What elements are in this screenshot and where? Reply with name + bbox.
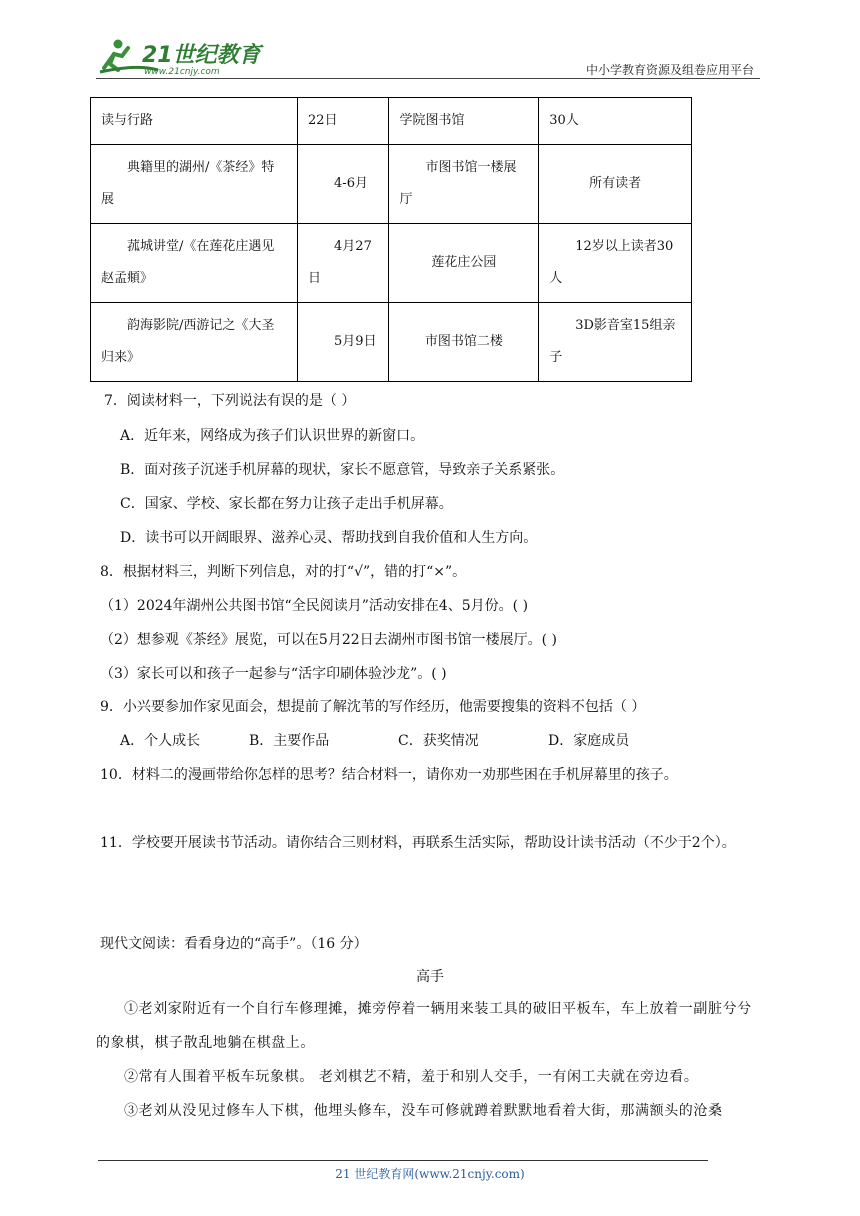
table-cell: 22日: [298, 98, 389, 145]
site-logo: [96, 34, 266, 76]
table-cell: 韵海影院/西游记之《大圣归来》: [91, 303, 298, 382]
q8-item-1: （1）2024年湖州公共图书馆“全民阅读月”活动安排在4、5月份。( ): [100, 598, 529, 614]
reading-title: 高手: [416, 969, 444, 985]
table-cell: 所有读者: [539, 145, 692, 224]
q9-option-b: B．主要作品: [249, 733, 330, 749]
footer-divider: [98, 1160, 708, 1161]
q9-option-c: C．获奖情况: [398, 733, 479, 749]
table-cell: 3D影音室15组亲子: [539, 303, 692, 382]
page-header: [96, 34, 760, 80]
table-cell: 市图书馆一楼展厅: [389, 145, 539, 224]
table-cell: 菰城讲堂/《在莲花庄遇见赵孟頫》: [91, 224, 298, 303]
table-cell: 典籍里的湖州/《茶经》特展: [91, 145, 298, 224]
page-footer: 21 世纪教育网(www.21cnjy.com): [335, 1167, 525, 1181]
table-cell: 读与行路: [91, 98, 298, 145]
events-table: [90, 97, 692, 382]
question-9: 9．小兴要参加作家见面会，想提前了解沈苇的写作经历，他需要搜集的资料不包括（ ）: [100, 699, 646, 715]
table-row: [91, 224, 692, 303]
table-cell: 莲花庄公园: [389, 224, 539, 303]
table-cell: 学院图书馆: [389, 98, 539, 145]
table-cell: 4月27日: [298, 224, 389, 303]
table-row: [91, 145, 692, 224]
svg-text:www.21cnjy.com: www.21cnjy.com: [144, 67, 220, 76]
table-row: [91, 303, 692, 382]
table-cell: 30人: [539, 98, 692, 145]
reading-paragraph-2: ②常有人围着平板车玩象棋。 老刘棋艺不精，羞于和别人交手，一有闲工夫就在旁边看。: [124, 1069, 699, 1085]
q7-option-d: D．读书可以开阔眼界、滋养心灵、帮助找到自我价值和人生方向。: [120, 530, 538, 546]
question-8: 8．根据材料三，判断下列信息，对的打“√”，错的打“×”。: [100, 564, 467, 580]
reading-intro: 现代文阅读：看看身边的“高手”。（16 分）: [100, 936, 368, 952]
table-cell: 4-6月: [298, 145, 389, 224]
q7-option-c: C．国家、学校、家长都在努力让孩子走出手机屏幕。: [120, 496, 453, 512]
question-11: 11．学校要开展读书节活动。请你结合三则材料，再联系生活实际，帮助设计读书活动（不少于2个）。: [100, 835, 736, 851]
question-7: 7．阅读材料一，下列说法有误的是（ ）: [104, 393, 356, 409]
table-cell: 5月9日: [298, 303, 389, 382]
table-cell: 12岁以上读者30人: [539, 224, 692, 303]
table-cell: 市图书馆二楼: [389, 303, 539, 382]
q8-item-3: （3）家长可以和孩子一起参与“活字印刷体验沙龙”。( ): [100, 666, 447, 682]
reading-paragraph-3: ③老刘从没见过修车人下棋，他埋头修车，没车可修就蹲着默默地看着大街，那满额头的沧桑: [124, 1103, 723, 1119]
svg-text:21世纪教育: 21世纪教育: [142, 43, 261, 68]
reading-paragraph-1: ①老刘家附近有一个自行车修理摊，摊旁停着一辆用来装工具的破旧平板车，车上放着一副脏兮兮的象棋，棋子散乱地躺在棋盘上。: [96, 1001, 752, 1051]
question-10: 10．材料二的漫画带给你怎样的思考？结合材料一，请你劝一劝那些困在手机屏幕里的孩子。: [100, 767, 678, 783]
q7-option-b: B．面对孩子沉迷手机屏幕的现状，家长不愿意管，导致亲子关系紧张。: [120, 462, 565, 478]
table-row: [91, 98, 692, 145]
header-divider: [96, 78, 760, 79]
q7-option-a: A．近年来，网络成为孩子们认识世界的新窗口。: [120, 428, 425, 444]
q9-option-d: D．家庭成员: [548, 733, 630, 749]
header-platform-title: 中小学教育资源及组卷应用平台: [585, 63, 754, 77]
q9-option-a: A．个人成长: [120, 733, 201, 749]
q8-item-2: （2）想参观《茶经》展览，可以在5月22日去湖州市图书馆一楼展厅。( ): [100, 632, 558, 648]
